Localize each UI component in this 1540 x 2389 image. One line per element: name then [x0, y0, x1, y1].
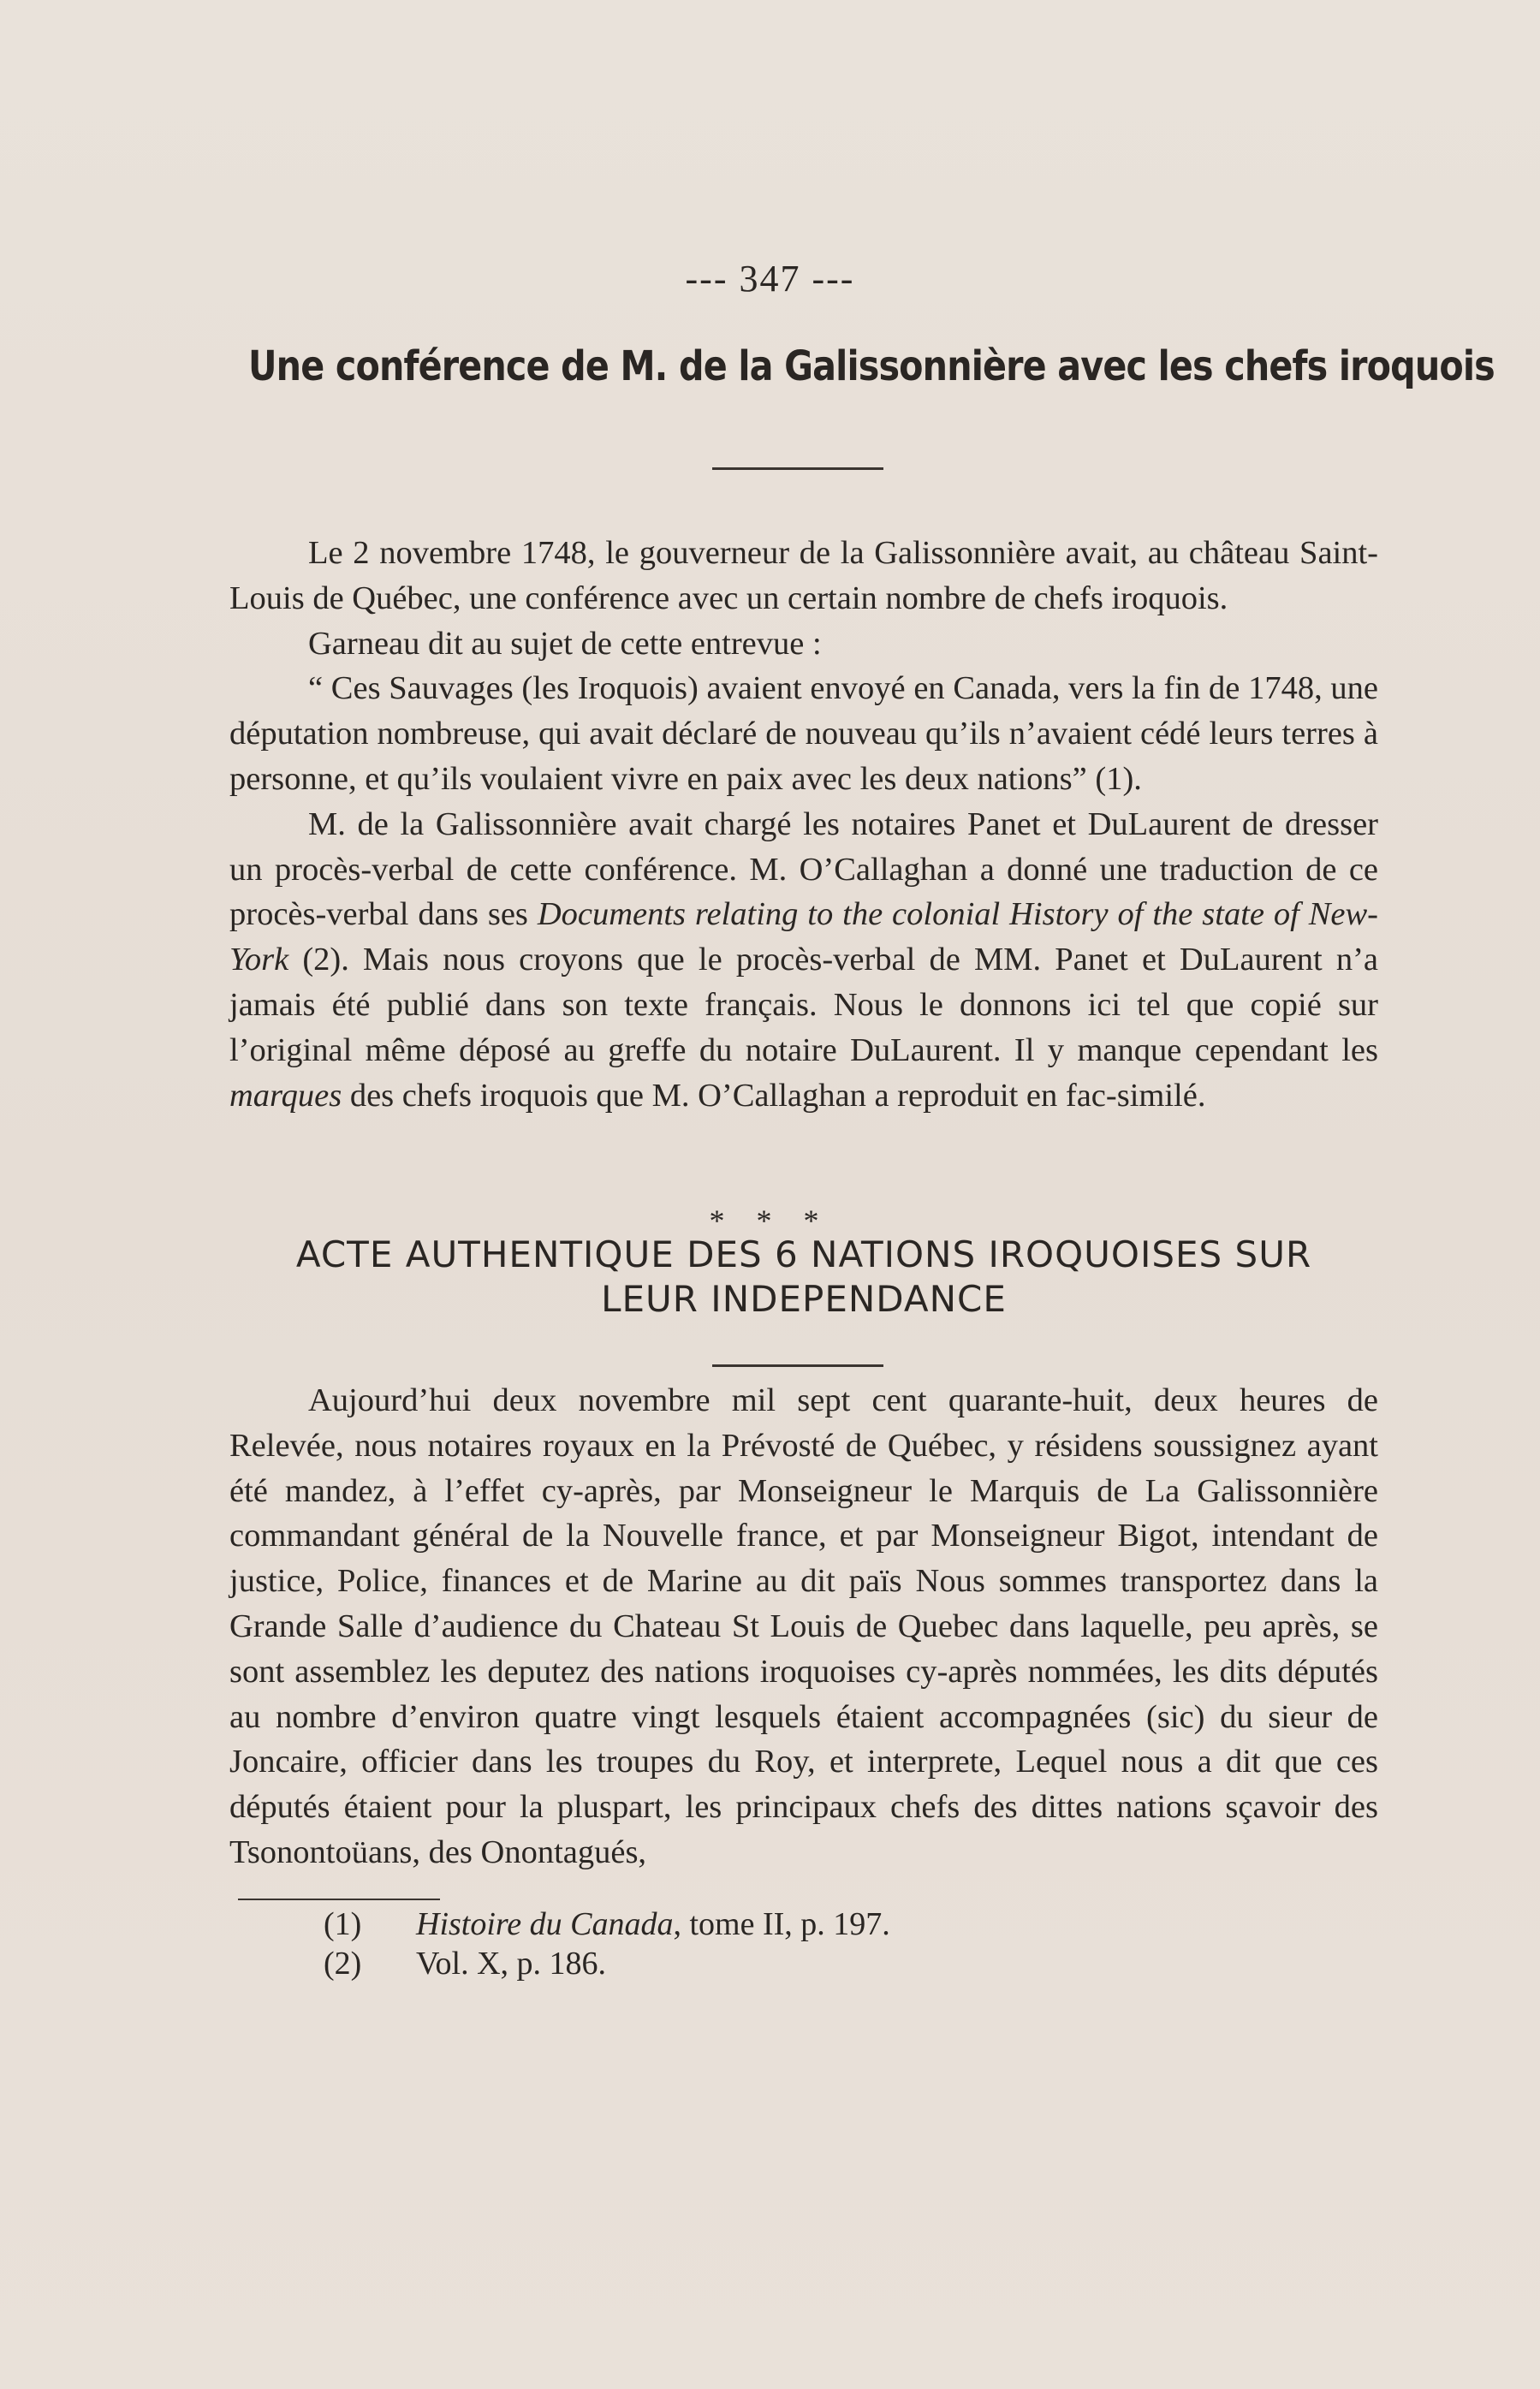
title-divider — [712, 467, 883, 470]
paragraph — [229, 802, 1378, 1119]
act-section — [229, 1378, 1378, 1875]
footnote-title: Histoire du Canada — [416, 1906, 674, 1942]
footnote — [324, 1944, 1351, 1983]
footnote-text — [416, 1905, 890, 1944]
footnote-number: (1) — [324, 1906, 362, 1942]
text-run: des chefs iroquois que M. O’Callaghan a reproduit en fac-similé. — [342, 1077, 1206, 1114]
page-number: --- 347 --- — [685, 258, 855, 300]
paragraph: Aujourd’hui deux novembre mil sept cent quarante-huit, deux heures de Relevée, nous notaires royaux en la Prévosté de Québec, y résidens soussignez ayant été mandez, à l’effet cy-après, par Monseigneur le Marquis de La Galissonnière commandant général de la Nouvelle france, et par Monseigneur Bigot, intendant de justice, Police, finances et de Marine au dit païs Nous sommes transportez dans la Grande Salle d’audience du Chateau St Louis de Quebec dans laquelle, peu après, se sont assemblez les deputez des nations iroquoises cy-après nommées, les dits députés au nombre d’environ quatre vingt lesquels étaient accompagnées (sic) du sieur de Joncaire, officier dans les troupes du Roy, et interprete, Lequel nous a dit que ces députés étaient pour la pluspart, les principaux chefs des dittes nations sçavoir des Tsonontoüans, des Onontagués, — [229, 1382, 1378, 1870]
italic-title: Documents relating to the colonial History of the state of New-York — [229, 896, 1379, 978]
heading-line: ACTE AUTHENTIQUE DES 6 NATIONS IROQUOISES SUR — [295, 1233, 1312, 1275]
article-title: Une conférence de M. de la Galissonnière avec les chefs iroquois — [248, 342, 1495, 390]
text-run: (2). Mais nous croyons que le procès-verbal de MM. Panet et DuLaurent n’a jamais été publié dans son texte français. Nous le donnons ici tel que copié sur l’original même déposé au greffe du notaire DuLaurent. Il y manque cependant les — [229, 942, 1378, 1068]
paragraph: Le 2 novembre 1748, le gouverneur de la Galissonnière avait, au château Saint-Louis de Québec, une conférence avec un certain nombre de chefs iroquois. — [229, 535, 1378, 616]
footnote — [324, 1905, 1351, 1944]
footnotes — [324, 1905, 1351, 1983]
paragraph: “ Ces Sauvages (les Iroquois) avaient envoyé en Canada, vers la fin de 1748, une députation nombreuse, qui avait déclaré de nouveau qu’ils n’avaient cédé leurs terres à personne, et qu’ils voulaient vivre en paix avec les deux nations” (1). — [229, 670, 1378, 797]
intro-section — [229, 531, 1378, 1118]
text-run: M. de la Galissonnière avait chargé les notaires Panet et DuLaurent de dresser un procès-verbal de cette conférence. M. O’Callaghan a donné une traduction de ce procès-verbal dans ses — [229, 805, 1378, 933]
section-separator: * * * — [709, 1203, 831, 1238]
heading-divider — [712, 1364, 883, 1367]
footnote-rest: Vol. X, p. 186. — [416, 1946, 607, 1982]
section-heading — [229, 1233, 1378, 1322]
paragraph: Garneau dit au sujet de cette entrevue : — [308, 625, 822, 662]
italic-word: marques — [229, 1077, 342, 1114]
footnote-number: (2) — [324, 1946, 362, 1982]
footnote-divider — [238, 1899, 440, 1900]
footnote-rest: , tome II, p. 197. — [673, 1906, 890, 1942]
heading-line: LEUR INDEPENDANCE — [601, 1278, 1007, 1320]
footnote-text — [416, 1944, 606, 1983]
